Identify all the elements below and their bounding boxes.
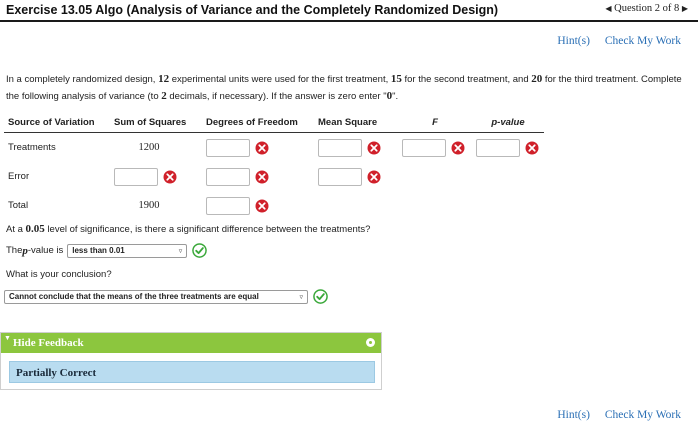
incorrect-icon: [367, 170, 381, 184]
question-text: level of significance, is there a significant difference between the treatments?: [44, 224, 371, 235]
select-caret-icon: ▿: [299, 293, 303, 301]
prev-question-icon[interactable]: ◀: [605, 4, 612, 13]
anova-header-row: [4, 113, 544, 133]
error-df-input[interactable]: [206, 168, 250, 186]
col-sum-of-squares: Sum of Squares: [110, 113, 202, 133]
question-label: Question 2 of 8: [614, 3, 680, 14]
p-value-line: [6, 243, 207, 258]
pin-icon[interactable]: [366, 338, 375, 347]
feedback-panel: [0, 332, 382, 390]
incorrect-icon: [367, 141, 381, 155]
feedback-result-box: [9, 361, 375, 383]
intro-text: for the second treatment, and: [401, 74, 532, 85]
collapse-triangle-icon: ▼: [4, 335, 11, 342]
treatments-ms-input[interactable]: [318, 139, 362, 157]
intro-number: 0: [386, 90, 393, 102]
row-label: Total: [8, 200, 29, 211]
intro-text: In a completely randomized design,: [6, 74, 159, 85]
f-input[interactable]: [402, 139, 446, 157]
p-value-select[interactable]: [67, 244, 187, 258]
next-question-icon[interactable]: ▶: [681, 4, 688, 13]
col-degrees-of-freedom: Degrees of Freedom: [202, 113, 314, 133]
treatments-ss-value: 1200: [138, 142, 160, 153]
row-error: [4, 162, 544, 191]
bottom-links: [545, 409, 681, 421]
incorrect-icon: [163, 170, 177, 184]
intro-text: decimals, if necessary). If the answer is zero enter ": [166, 91, 387, 102]
correct-icon: [313, 289, 328, 304]
intro-number: 12: [158, 73, 170, 85]
correct-icon: [192, 243, 207, 258]
hide-feedback-label: Hide Feedback: [13, 337, 84, 349]
p-symbol: p: [22, 244, 28, 257]
significance-question: [6, 223, 370, 235]
question-navigator: [605, 3, 688, 14]
error-ms-input[interactable]: [318, 168, 362, 186]
exercise-title: Exercise 13.05 Algo (Analysis of Variance and the Completely Randomized Design): [6, 3, 499, 17]
col-source: Source of Variation: [4, 113, 110, 133]
feedback-toggle-bar[interactable]: [1, 333, 381, 353]
feedback-result: Partially Correct: [16, 367, 97, 379]
select-caret-icon: ▿: [178, 247, 183, 255]
row-total: [4, 191, 544, 220]
intro-number: 15: [390, 73, 402, 85]
total-ss-value: 1900: [138, 200, 160, 211]
intro-text: ".: [392, 91, 399, 102]
p-value-text: The: [6, 245, 23, 256]
incorrect-icon: [525, 141, 539, 155]
incorrect-icon: [255, 199, 269, 213]
conclusion-line: [4, 289, 328, 304]
col-p-value: p-value: [472, 113, 544, 133]
hints-link[interactable]: Hint(s): [557, 35, 590, 47]
intro-number: 2: [161, 90, 167, 102]
question-text: At a: [6, 224, 26, 235]
conclusion-select[interactable]: [4, 290, 308, 304]
hints-link[interactable]: Hint(s): [557, 409, 590, 421]
col-mean-square: Mean Square: [314, 113, 398, 133]
error-ss-input[interactable]: [114, 168, 158, 186]
alpha-value: 0.05: [25, 223, 45, 235]
col-f: F: [398, 113, 472, 133]
row-treatments: [4, 133, 544, 163]
intro-text: experimental units were used for the first treatment,: [169, 74, 391, 85]
row-label: Treatments: [8, 142, 56, 153]
p-value-text: -value is: [27, 245, 64, 256]
row-label: Error: [8, 171, 30, 182]
p-value-input[interactable]: [476, 139, 520, 157]
check-my-work-link[interactable]: Check My Work: [604, 35, 681, 47]
incorrect-icon: [451, 141, 465, 155]
check-my-work-link[interactable]: Check My Work: [604, 409, 681, 421]
total-df-input[interactable]: [206, 197, 250, 215]
problem-statement: [6, 71, 686, 105]
incorrect-icon: [255, 170, 269, 184]
conclusion-selected: Cannot conclude that the means of the three treatments are equal: [9, 292, 259, 301]
p-value-selected: less than 0.01: [72, 246, 125, 255]
anova-table: [4, 113, 544, 220]
header: [0, 0, 698, 22]
incorrect-icon: [255, 141, 269, 155]
intro-text: for the third treatment. Complete the following analysis of variance (to: [6, 74, 682, 102]
conclusion-prompt: What is your conclusion?: [6, 269, 112, 280]
intro-number: 20: [531, 73, 543, 85]
treatments-df-input[interactable]: [206, 139, 250, 157]
top-links: [545, 35, 681, 47]
